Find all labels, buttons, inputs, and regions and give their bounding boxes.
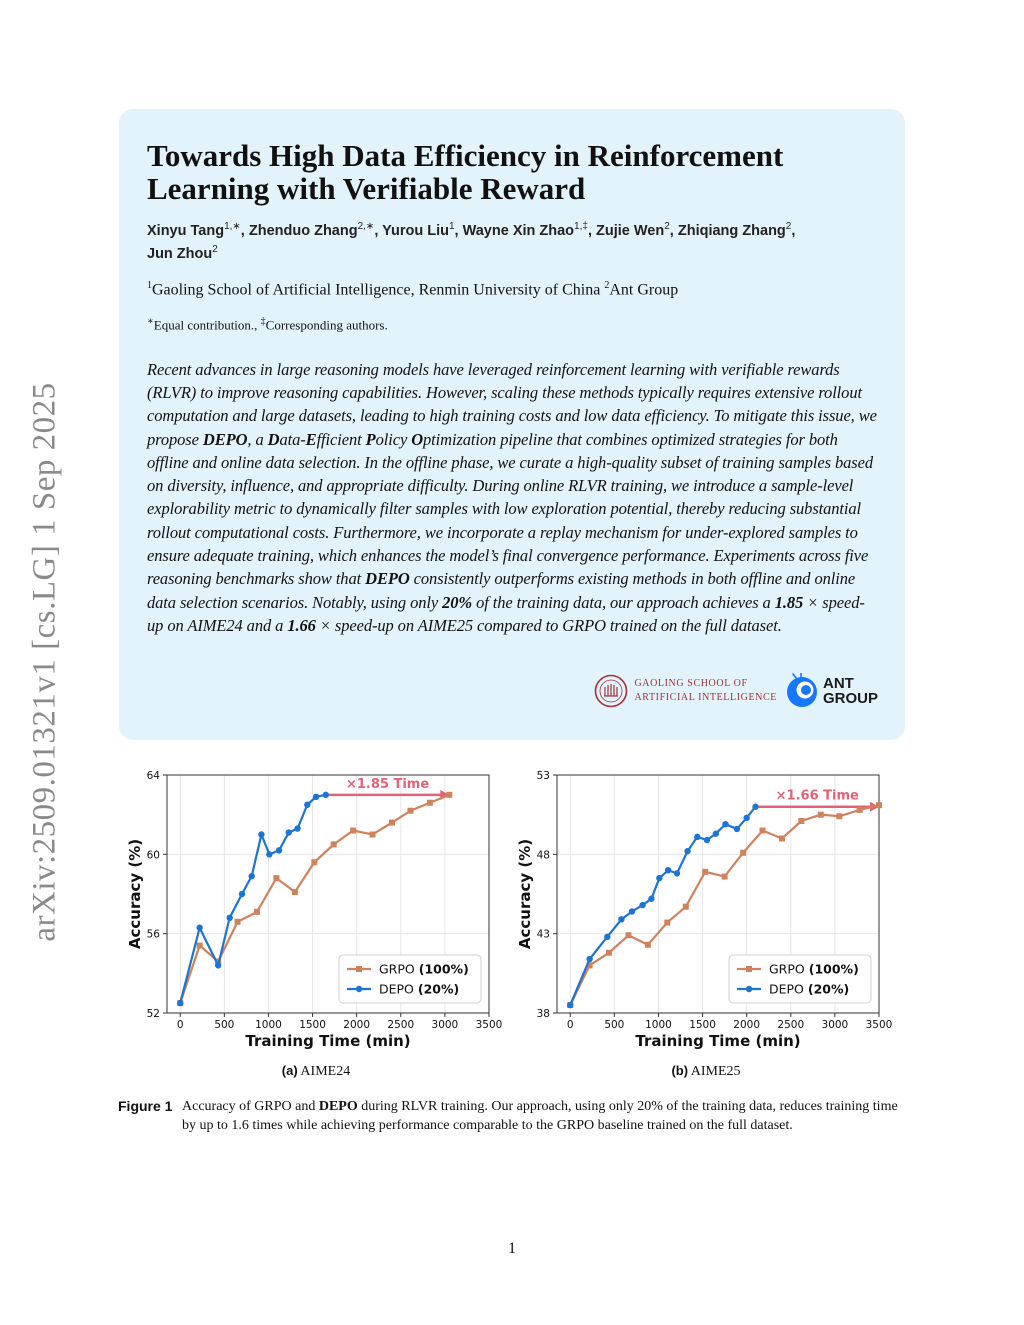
corresponding-mark: ‡	[260, 316, 266, 328]
data-point-depo	[656, 875, 662, 881]
author-affiliation-mark: 2	[785, 221, 792, 233]
data-point-depo	[239, 891, 245, 897]
x-tick-label: 3500	[475, 1019, 503, 1031]
y-tick-label: 38	[536, 1008, 550, 1020]
data-point-depo	[215, 962, 221, 968]
data-point-grpo	[740, 850, 746, 856]
ant-logo-icon	[785, 673, 819, 709]
header-box	[119, 109, 905, 740]
legend-swatch-marker	[356, 986, 362, 992]
x-tick-label: 1500	[689, 1019, 716, 1031]
data-point-grpo	[197, 943, 203, 949]
highlight-number: 1.66	[287, 615, 316, 635]
data-point-grpo	[702, 869, 708, 875]
figure-caption	[118, 1097, 908, 1135]
acronym-letter: E	[305, 429, 317, 449]
data-point-depo	[196, 925, 202, 931]
abstract-text: of the training data, our approach achieves a	[472, 592, 775, 612]
equal-mark: ∗	[147, 316, 154, 328]
data-point-depo	[713, 831, 719, 837]
data-point-depo	[684, 848, 690, 854]
data-point-depo	[567, 1002, 573, 1008]
y-axis-label: Accuracy (%)	[126, 838, 144, 950]
data-point-depo	[639, 902, 645, 908]
annotation-label: ×1.66 Time	[775, 788, 859, 804]
x-tick-label: 3000	[821, 1019, 849, 1031]
y-axis-label: Accuracy (%)	[516, 838, 534, 950]
data-point-grpo	[664, 920, 670, 926]
subcaption-label: (a)	[281, 1063, 298, 1078]
chart-aime24	[125, 760, 505, 1055]
y-tick-label: 48	[536, 849, 550, 862]
x-tick-label: 3500	[865, 1019, 893, 1031]
caption-text: during RLVR training. Our approach, using only 20% of the training data, reduces training time by up to 1.6 times while achieving performance comparable to the GRPO baseline trained on the full dataset.	[182, 1099, 898, 1133]
abstract-text: , a	[247, 429, 268, 449]
data-point-grpo	[254, 909, 260, 915]
x-tick-label: 2000	[343, 1019, 371, 1031]
author-affiliation-mark: 2	[212, 244, 218, 256]
legend-swatch-marker	[746, 966, 752, 972]
data-point-depo	[313, 794, 319, 800]
data-point-depo	[629, 908, 635, 914]
annotation-label: ×1.85 Time	[345, 776, 430, 792]
author-list: Xinyu Tang$^{1,∗}$, Zhenduo Zhang$^{2,∗}$, Yurou Liu$^1$, Wayne Xin Zhao$^{1,\ddagger}$, Zujie Wen$^2$, Zhiqiang Zhang$^2$, Jun Zhou$^2$	[147, 221, 796, 262]
y-tick-label: 52	[146, 1008, 160, 1020]
caption-text: Accuracy of GRPO and	[182, 1099, 319, 1114]
data-point-grpo	[370, 832, 376, 838]
x-tick-label: 1000	[255, 1019, 282, 1031]
data-point-grpo	[389, 820, 395, 826]
data-point-grpo	[311, 859, 317, 865]
contribution-note	[147, 313, 878, 334]
data-point-depo	[258, 831, 264, 837]
page-number: 1	[508, 1240, 516, 1257]
data-point-depo	[294, 825, 300, 831]
chart-aime25	[515, 760, 895, 1055]
data-point-grpo	[625, 932, 631, 938]
author-name: Zujie Wen	[596, 223, 665, 239]
author-affiliation-mark: 2	[664, 221, 670, 233]
y-tick-label: 60	[146, 849, 160, 862]
author-affiliation-mark: 1	[448, 221, 455, 233]
method-name: DEPO	[202, 429, 248, 449]
acronym-letter: D	[267, 429, 280, 449]
abstract-text: fficient	[316, 429, 366, 449]
corresponding-text: Corresponding authors.	[265, 317, 388, 333]
legend-label	[379, 982, 459, 997]
data-point-depo	[286, 829, 292, 835]
data-point-grpo	[683, 904, 689, 910]
data-point-grpo	[350, 828, 356, 834]
data-point-grpo	[645, 942, 651, 948]
data-point-depo	[704, 837, 710, 843]
x-tick-label: 0	[176, 1019, 184, 1031]
y-tick-label: 53	[536, 770, 550, 782]
x-tick-label: 2500	[777, 1019, 805, 1031]
author-name: Wayne Xin Zhao	[462, 223, 575, 239]
legend-series-name: DEPO	[769, 981, 808, 997]
author-affiliation-mark: 1,‡	[574, 221, 588, 233]
data-point-grpo	[779, 835, 785, 841]
legend-swatch-marker	[746, 986, 752, 992]
legend-series-share: (100%)	[808, 961, 859, 977]
affiliation-mark: 1	[147, 280, 152, 291]
gsai-name-line-1: GAOLING SCHOOL OF	[634, 678, 748, 689]
data-point-depo	[323, 792, 329, 798]
data-point-depo	[276, 847, 282, 853]
paper-title: Towards High Data Efficiency in Reinforcement Learning with Verifiable Reward	[147, 138, 784, 206]
y-tick-label: 64	[146, 770, 160, 782]
data-point-depo	[752, 804, 758, 810]
affiliation-2: Ant Group	[609, 281, 679, 299]
highlight-number: 1.85	[774, 592, 804, 612]
x-tick-label: 2000	[733, 1019, 761, 1031]
data-point-depo	[248, 873, 254, 879]
data-point-grpo	[446, 792, 452, 798]
x-tick-label: 0	[566, 1019, 574, 1031]
gsai-logo	[594, 674, 777, 708]
x-tick-label: 3000	[431, 1019, 459, 1031]
data-point-grpo	[292, 889, 298, 895]
gsai-seal-icon	[594, 674, 628, 708]
ant-group-logo	[785, 673, 878, 709]
data-point-grpo	[836, 813, 842, 819]
institution-logos	[594, 671, 878, 711]
arxiv-identifier: arXiv:2509.01321v1 [cs.LG] 1 Sep 2025	[26, 382, 63, 942]
x-axis-label: Training Time (min)	[635, 1032, 801, 1050]
ant-name-line-2: GROUP	[822, 690, 878, 707]
author-name: Xinyu Tang	[147, 223, 225, 239]
data-point-grpo	[798, 818, 804, 824]
data-point-depo	[722, 821, 728, 827]
data-point-depo	[674, 870, 680, 876]
data-point-grpo	[818, 812, 824, 818]
ant-name-line-1: ANT	[822, 675, 854, 692]
x-tick-label: 2500	[387, 1019, 415, 1031]
data-point-depo	[665, 867, 671, 873]
data-point-grpo	[273, 875, 279, 881]
method-name: DEPO	[365, 569, 410, 589]
data-point-grpo	[606, 950, 612, 956]
abstract-text: ptimization pipeline that combines optimized strategies for both offline and online data selection. In the offline phase, we curate a high-quality subset of training samples based on diversity, influence, and appropriate difficulty. During online RLVR training, we introduce a sample-level explorability metric to dynamically filter samples with low exploration potential, thereby reducing substantial rollout computational costs. Furthermore, we incorporate a replay mechanism for under-explored samples to ensure adequate training, which enhances the model’s final convergence performance. Experiments across five reasoning benchmarks show that	[147, 429, 873, 589]
data-point-grpo	[857, 807, 863, 813]
affiliations	[147, 276, 878, 300]
legend-label	[769, 962, 859, 977]
data-point-depo	[226, 915, 232, 921]
abstract-text: consistently outperforms existing methods in both offline and online data selection scenarios. Notably, using only	[147, 569, 856, 612]
data-point-depo	[734, 826, 740, 832]
abstract-text: ata-	[279, 429, 306, 449]
legend-series-share: (20%)	[807, 981, 850, 997]
legend-series-name: DEPO	[379, 981, 418, 997]
x-tick-label: 1500	[299, 1019, 326, 1031]
data-point-depo	[604, 934, 610, 940]
author-name: Jun Zhou	[147, 246, 213, 262]
subcaption-text: AIME24	[300, 1064, 351, 1079]
data-point-grpo	[876, 802, 882, 808]
author-name: Yurou Liu	[382, 223, 449, 239]
equal-contribution-text: Equal contribution.,	[153, 317, 258, 333]
subcaption-b	[606, 1063, 806, 1080]
y-tick-label: 43	[536, 928, 550, 941]
abstract	[147, 358, 878, 638]
data-point-depo	[304, 802, 310, 808]
data-point-depo	[618, 916, 624, 922]
author-name: Zhenduo Zhang	[248, 223, 358, 239]
abstract-text: × speed-up on AIME24 and a	[147, 592, 865, 635]
subcaption-label: (b)	[671, 1063, 689, 1078]
legend-label	[379, 962, 469, 977]
figure-label: Figure 1	[118, 1098, 173, 1114]
acronym-letter: O	[411, 429, 424, 449]
affiliation-mark: 2	[604, 280, 610, 291]
affiliation-1: Gaoling School of Artificial Intelligence, Renmin University of China	[152, 281, 601, 299]
data-point-depo	[743, 815, 749, 821]
legend-series-name: GRPO	[769, 961, 809, 977]
data-point-depo	[177, 1000, 183, 1006]
method-name: DEPO	[318, 1099, 358, 1114]
legend-series-share: (100%)	[418, 961, 469, 977]
legend-series-name: GRPO	[379, 961, 419, 977]
abstract-text: Recent advances in large reasoning models have leveraged reinforcement learning with verifiable rewards (RLVR) to improve reasoning capabilities. However, scaling these methods typically requires extensive rollout computation and large datasets, leading to high training costs and low data efficiency. To mitigate this issue, we propose	[147, 359, 877, 449]
data-point-grpo	[760, 828, 766, 834]
subcaption-a	[216, 1063, 416, 1080]
data-point-grpo	[407, 808, 413, 814]
subcaption-text: AIME25	[690, 1064, 741, 1079]
author-name: Zhiqiang Zhang	[677, 223, 786, 239]
author-affiliation-mark: 2,∗	[357, 221, 375, 233]
data-point-grpo	[235, 919, 241, 925]
x-tick-label: 500	[604, 1019, 625, 1031]
legend-label	[769, 982, 849, 997]
data-point-depo	[694, 834, 700, 840]
abstract-text: olicy	[375, 429, 412, 449]
x-axis-label: Training Time (min)	[245, 1032, 411, 1050]
x-tick-label: 1000	[645, 1019, 672, 1031]
data-point-depo	[586, 956, 592, 962]
acronym-letter: P	[365, 429, 376, 449]
author-affiliation-mark: 1,∗	[224, 221, 241, 233]
abstract-text: × speed-up on AIME25 compared to GRPO trained on the full dataset.	[315, 615, 782, 635]
highlight-number: 20%	[442, 592, 473, 612]
legend-series-share: (20%)	[417, 981, 460, 997]
data-point-grpo	[722, 874, 728, 880]
legend-swatch-marker	[356, 966, 362, 972]
data-point-grpo	[331, 841, 337, 847]
y-tick-label: 56	[146, 928, 160, 941]
data-point-depo	[266, 851, 272, 857]
data-point-depo	[648, 896, 654, 902]
x-tick-label: 500	[214, 1019, 235, 1031]
data-point-grpo	[427, 800, 433, 806]
gsai-name-line-2: ARTIFICIAL INTELLIGENCE	[634, 692, 777, 703]
